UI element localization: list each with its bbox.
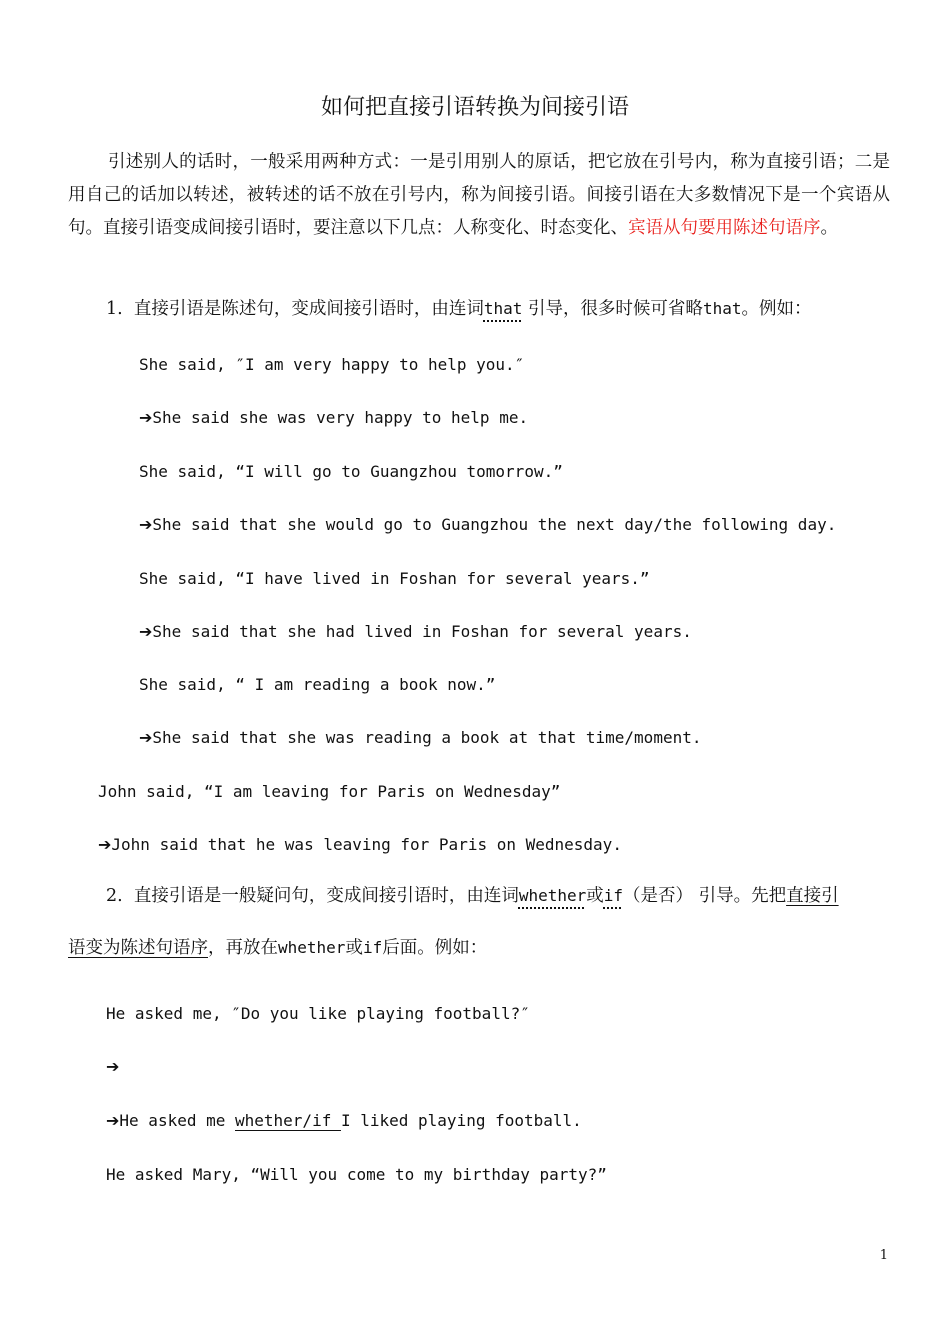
answer-blank: whether/if	[235, 1111, 341, 1130]
arrow-icon: ➔	[98, 835, 112, 854]
arrow-icon: ➔	[106, 1111, 120, 1130]
arrow-icon: ➔	[139, 515, 153, 534]
page-number: 1	[879, 1248, 888, 1263]
example-3-indirect: ➔She said that she had lived in Foshan for several years.	[139, 622, 692, 641]
section-2-heading-line-2: 语变为陈述句语序，再放在whether或if后面。例如：	[68, 938, 488, 958]
example-6-arrow-line	[106, 1057, 119, 1076]
section-2-heading-line-1: 2. 直接引语是一般疑问句，变成间接引语时，由连词whether或if（是否） 引导。先把直接引	[106, 886, 839, 906]
intro-paragraph	[68, 146, 890, 245]
section-1-number: 1.	[106, 299, 123, 319]
arrow-icon: ➔	[139, 408, 153, 427]
section-2-number: 2.	[106, 886, 123, 906]
example-4-direct: She said, “ I am reading a book now.”	[139, 675, 496, 694]
arrow-icon: ➔	[139, 728, 153, 747]
keyword-whether: whether	[518, 886, 587, 905]
section-1-text-b: 引导，很多时候可省略	[522, 299, 703, 319]
keyword-if: if	[603, 886, 624, 905]
section-1-heading	[106, 292, 811, 326]
arrow-icon: ➔	[139, 622, 153, 641]
underlined-phrase-b: 语变为陈述句语序	[68, 938, 208, 958]
example-5-indirect: ➔John said that he was leaving for Paris on Wednesday.	[98, 835, 622, 854]
intro-end: 。	[820, 218, 838, 238]
underlined-phrase-a: 直接引	[786, 886, 839, 906]
intro-text: 引述别人的话时，一般采用两种方式：一是引用别人的原话，把它放在引号内，称为直接引语；二是用自己的话加以转述，被转述的话不放在引号内，称为间接引语。间接引语在大多数情况下是一个宾语从句。直接引语变成间接引语时，要注意以下几点：人称变化、时态变化、	[68, 152, 890, 238]
example-6-direct: He asked me, ″Do you like playing football?″	[106, 1004, 530, 1023]
example-3-direct: She said, “I have lived in Foshan for several years.”	[139, 569, 650, 588]
page-title: 如何把直接引语转换为间接引语	[320, 95, 629, 120]
arrow-icon: ➔	[106, 1057, 120, 1076]
example-1-indirect: ➔She said she was very happy to help me.	[139, 408, 529, 427]
example-2-indirect: ➔She said that she would go to Guangzhou the next day/the following day.	[139, 515, 837, 534]
example-6-indirect: ➔He asked me whether/if I liked playing football.	[106, 1111, 582, 1130]
intro-highlight: 宾语从句要用陈述句语序	[628, 218, 821, 238]
example-2-direct: She said, “I will go to Guangzhou tomorrow.”	[139, 462, 563, 481]
keyword-that: that	[483, 299, 523, 318]
example-7-direct: He asked Mary, “Will you come to my birthday party?”	[106, 1165, 607, 1184]
example-5-direct: John said, “I am leaving for Paris on Wednesday”	[98, 782, 561, 801]
section-1-text-c: 。例如：	[741, 299, 812, 319]
section-1-text-a: 直接引语是陈述句，变成间接引语时，由连词	[133, 299, 484, 319]
keyword-that-2: that	[702, 299, 742, 318]
example-4-indirect: ➔She said that she was reading a book at that time/moment.	[139, 728, 702, 747]
example-1-direct: She said, ″I am very happy to help you.″	[139, 355, 525, 374]
